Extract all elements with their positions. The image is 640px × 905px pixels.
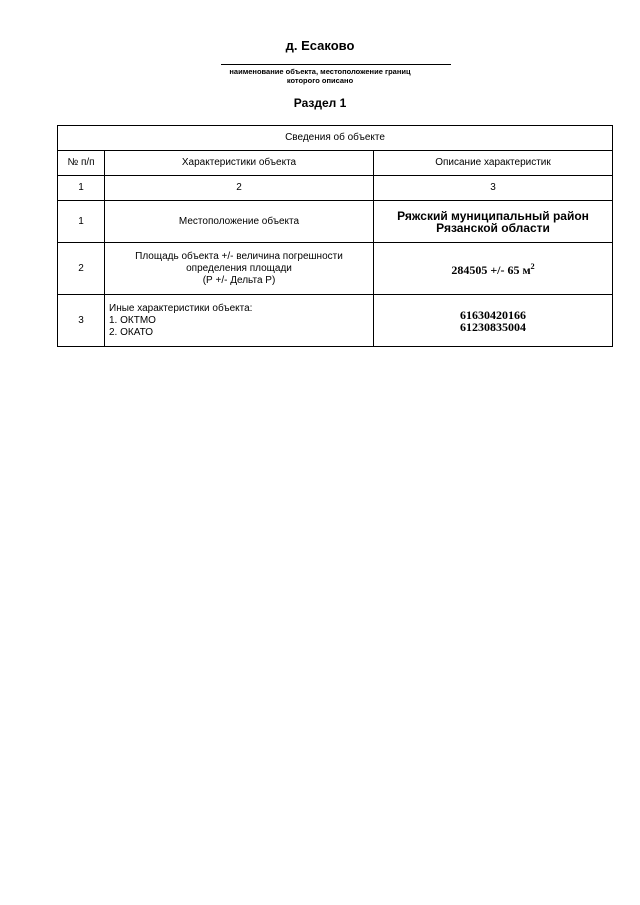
numbering-cell: 2: [105, 176, 374, 201]
oktmo-value: 61630420166: [460, 307, 526, 322]
table-caption: Сведения об объекте: [58, 126, 613, 151]
title-caption-line2: которого описано: [286, 76, 354, 85]
table-row: [58, 295, 613, 347]
row-characteristic: [105, 295, 374, 347]
okato-value: 61230835004: [460, 319, 526, 334]
row-description: [374, 295, 613, 347]
other-label-line2: 1. ОКТМО: [109, 314, 156, 326]
area-label-line2: определения площади: [186, 262, 292, 274]
location-line2: Рязанской области: [436, 220, 550, 235]
row-description: [374, 243, 613, 295]
table-caption-row: [58, 126, 613, 151]
row-number: 3: [58, 295, 105, 347]
row-characteristic: [105, 243, 374, 295]
table-numbering-row: [58, 176, 613, 201]
area-unit-exponent: 2: [530, 262, 535, 271]
header-description: Описание характеристик: [374, 151, 613, 176]
header-characteristic: Характеристики объекта: [105, 151, 374, 176]
area-label-line1: Площадь объекта +/- величина погрешности: [135, 250, 343, 262]
object-info-table: [57, 125, 613, 347]
location-line1: Ряжский муниципальный район: [397, 208, 589, 223]
area-value: 284505 +/- 65 м: [451, 263, 531, 277]
header-number: № п/п: [58, 151, 105, 176]
table-row: [58, 201, 613, 243]
section-heading: Раздел 1: [293, 96, 347, 110]
area-label-line3: (Р +/- Дельта Р): [202, 274, 276, 286]
row-number: 2: [58, 243, 105, 295]
other-label-line1: Иные характеристики объекта:: [109, 302, 253, 314]
object-title: д. Есаково: [285, 38, 355, 53]
row-description: [374, 201, 613, 243]
table-row: [58, 243, 613, 295]
title-caption-line1: наименование объекта, местоположение границ: [229, 67, 411, 76]
other-label-line3: 2. ОКАТО: [109, 326, 154, 338]
table-header-row: [58, 151, 613, 176]
title-underline: [221, 64, 451, 65]
numbering-cell: 3: [374, 176, 613, 201]
title-caption: [0, 67, 640, 85]
row-number: 1: [58, 201, 105, 243]
numbering-cell: 1: [58, 176, 105, 201]
row-characteristic: Местоположение объекта: [105, 201, 374, 243]
